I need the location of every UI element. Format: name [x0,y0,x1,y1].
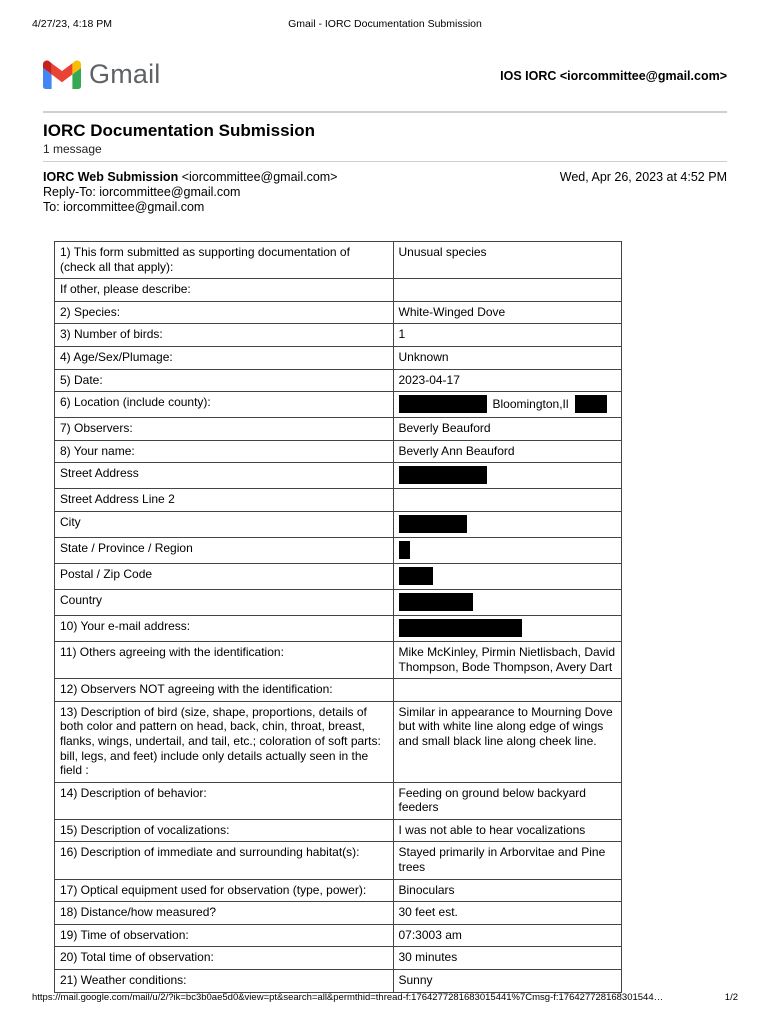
table-row [55,701,621,782]
table-row [55,819,621,842]
reply-to-line: Reply-To: iorcommittee@gmail.com [43,185,241,199]
table-row [55,418,621,441]
account-label: IOS IORC <iorcommittee@gmail.com> [500,69,727,83]
row-label: 19) Time of observation: [55,924,393,947]
row-value: Binoculars [393,879,621,902]
row-label: 17) Optical equipment used for observation (type, power): [55,879,393,902]
redaction-block [399,466,487,484]
gmail-wordmark: Gmail [89,59,161,89]
table-row [55,537,621,563]
page-url[interactable]: https://mail.google.com/mail/u/2/?ik=bc3b0ae5d0&view=pt&search=all&permthid=thread-f:1764277281683015441%7Cmsg-f:176427728168301544… [32,992,664,1003]
row-value: 07:3003 am [393,924,621,947]
table-row [55,242,621,279]
row-label: 14) Description of behavior: [55,782,393,819]
row-label: 7) Observers: [55,418,393,441]
row-label: 3) Number of birds: [55,324,393,347]
row-value: Beverly Beauford [393,418,621,441]
redaction-block [399,619,522,637]
page-number: 1/2 [724,992,738,1003]
table-row [55,589,621,615]
row-value: Beverly Ann Beauford [393,440,621,463]
gmail-logo[interactable] [43,59,161,89]
row-value: 30 feet est. [393,902,621,925]
header-divider [43,111,727,113]
table-row [55,970,621,993]
row-label: Postal / Zip Code [55,563,393,589]
row-label: 12) Observers NOT agreeing with the identification: [55,679,393,702]
table-row [55,947,621,970]
row-label: Street Address Line 2 [55,489,393,512]
row-label: If other, please describe: [55,279,393,302]
table-row [55,641,621,678]
row-label: 8) Your name: [55,440,393,463]
table-row [55,463,621,489]
subject-divider [43,161,727,162]
submission-table [55,242,621,993]
message-date: Wed, Apr 26, 2023 at 4:52 PM [559,170,727,184]
row-label: 20) Total time of observation: [55,947,393,970]
row-label: 13) Description of bird (size, shape, proportions, details of both color and pattern on head, back, chin, throat, breast, flanks, wings, undertail, and tail, etc.; coloration of soft parts: bill, legs, and feet) include only details actually seen in the field : [55,701,393,782]
row-label: 10) Your e-mail address: [55,615,393,641]
table-row [55,301,621,324]
table-row [55,440,621,463]
row-value [393,489,621,512]
row-value: Feeding on ground below backyard feeders [393,782,621,819]
row-value [393,463,621,489]
message-header [43,170,337,215]
row-value [393,279,621,302]
redaction-block [399,593,473,611]
row-label: 5) Date: [55,369,393,392]
table-row [55,924,621,947]
table-row [55,511,621,537]
table-row [55,879,621,902]
table-row [55,782,621,819]
row-value: Similar in appearance to Mourning Dove but with white line along edge of wings and small black line along cheek line. [393,701,621,782]
row-label: 6) Location (include county): [55,392,393,418]
row-label: State / Province / Region [55,537,393,563]
row-label: 4) Age/Sex/Plumage: [55,346,393,369]
row-value: Stayed primarily in Arborvitae and Pine trees [393,842,621,879]
row-value [393,563,621,589]
submission-form [54,241,622,993]
row-label: 16) Description of immediate and surrounding habitat(s): [55,842,393,879]
print-header [32,18,738,32]
location-text: Bloomington,Il [492,396,569,411]
row-value: Mike McKinley, Pirmin Nietlisbach, David Thompson, Bode Thompson, Avery Dart [393,641,621,678]
redaction-block [575,395,607,413]
table-row [55,615,621,641]
redaction-block [399,541,410,559]
row-value: 30 minutes [393,947,621,970]
table-row [55,489,621,512]
row-value [393,392,621,418]
row-value: Unusual species [393,242,621,279]
row-value: White-Winged Dove [393,301,621,324]
row-label: 15) Description of vocalizations: [55,819,393,842]
row-value [393,511,621,537]
to-line: To: iorcommittee@gmail.com [43,200,205,214]
row-label: 1) This form submitted as supporting documentation of (check all that apply): [55,242,393,279]
row-value: Sunny [393,970,621,993]
row-value: 2023-04-17 [393,369,621,392]
row-value: I was not able to hear vocalizations [393,819,621,842]
row-label: City [55,511,393,537]
row-value [393,615,621,641]
table-row [55,563,621,589]
row-label: 2) Species: [55,301,393,324]
table-row [55,369,621,392]
row-value: 1 [393,324,621,347]
row-label: Country [55,589,393,615]
row-value: Unknown [393,346,621,369]
sender-email: <iorcommittee@gmail.com> [181,170,338,184]
table-row [55,392,621,418]
print-timestamp: 4/27/23, 4:18 PM [32,18,112,30]
redaction-block [399,395,487,413]
sender-name: IORC Web Submission [43,170,179,184]
gmail-logo-icon [43,60,81,89]
row-value [393,537,621,563]
row-value [393,679,621,702]
table-row [55,842,621,879]
message-count: 1 message [43,142,102,156]
thread-subject: IORC Documentation Submission [43,121,316,140]
table-row [55,324,621,347]
table-row [55,346,621,369]
table-row [55,902,621,925]
row-label: 18) Distance/how measured? [55,902,393,925]
table-row [55,679,621,702]
row-label: 11) Others agreeing with the identification: [55,641,393,678]
row-label: 21) Weather conditions: [55,970,393,993]
redaction-block [399,515,467,533]
row-label: Street Address [55,463,393,489]
redaction-block [399,567,433,585]
row-value [393,589,621,615]
table-row [55,279,621,302]
sender-line [43,170,337,185]
print-page-title: Gmail - IORC Documentation Submission [288,18,482,30]
